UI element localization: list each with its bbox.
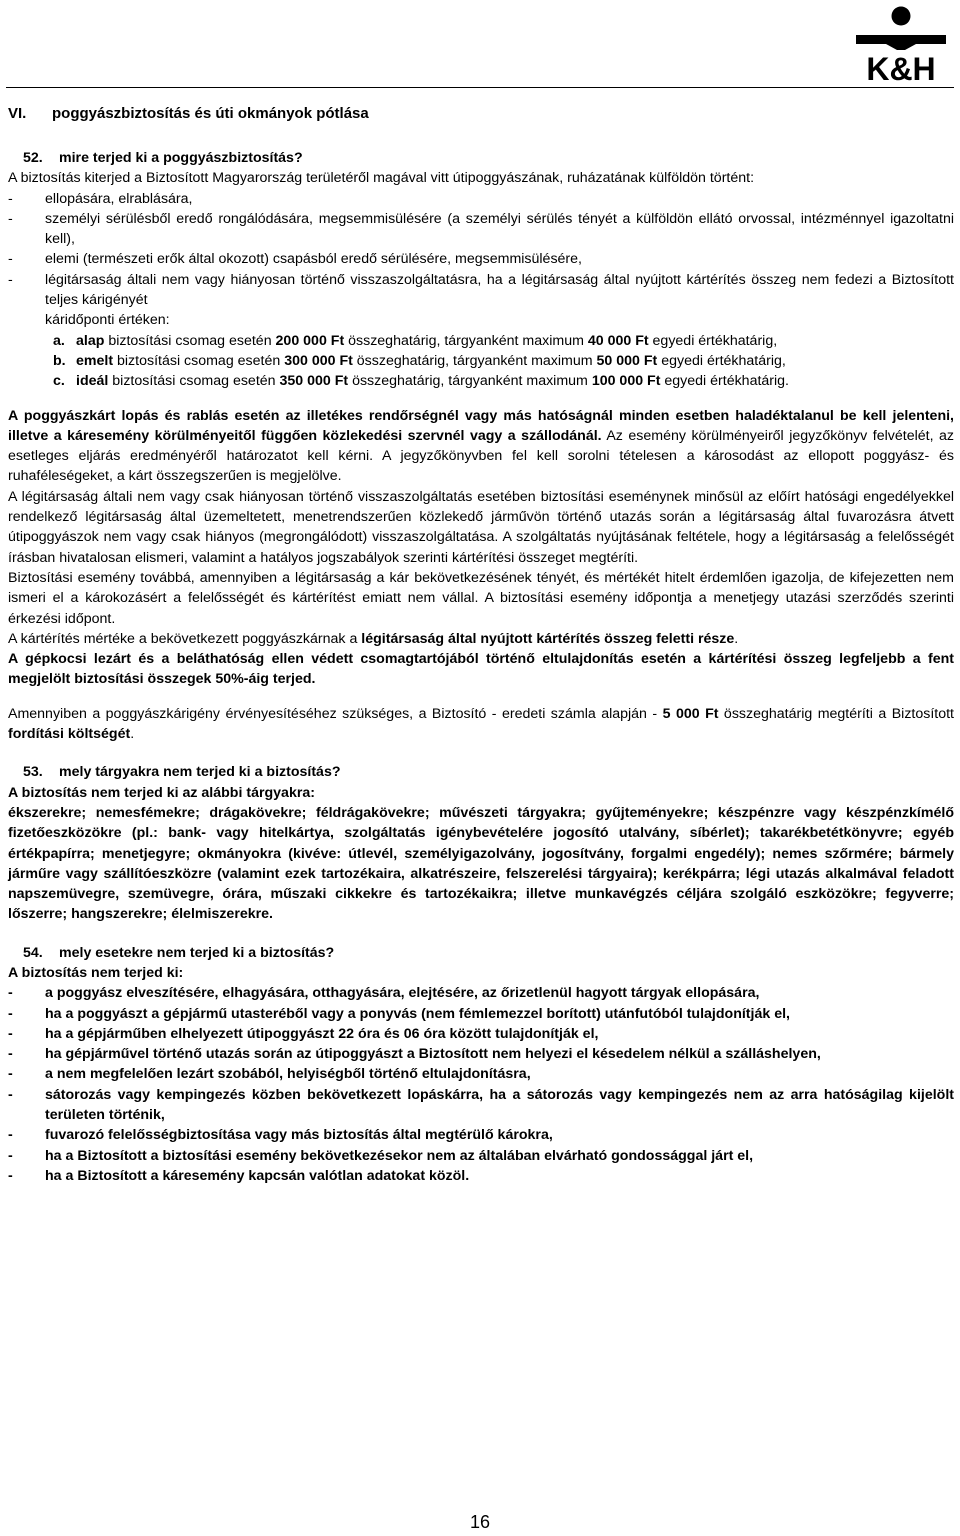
q54-title: mely esetekre nem terjed ki a biztosítás? [59, 944, 335, 961]
q53-heading [8, 762, 954, 782]
q53-number: 53. [23, 764, 43, 781]
q52-paragraph-airline: A légitársaság általi nem vagy csak hiányosan történő visszaszolgáltatás esetében biztosítási eseménynek minősül az előírt hatósági engedélyekkel rendelkező légitársaság által üzemeltetett, menetrendszerűen közlekedő járművön történő utazás során a légitársaság által fuvarozásra átvett útipoggyászok nem vagy csak hiányos (megrongálódott) visszaszolgáltatása. A szolgáltatás nyújtásának feltétele, hogy a légitársaság a felelősségét írásban hivatalosan elismeri, valamint a hatályos jogszabályok szerinti kártérítési összeget megtéríti. [8, 488, 954, 566]
q53-title: mely tárgyakra nem terjed ki a biztosítás? [59, 764, 341, 781]
q52-paragraph-report: A poggyászkárt lopás és rablás esetén az illetékes rendőrségnél vagy más hatóságnál minden esetben haladéktalanul be kell jelenteni, illetve a káresemény körülményeitől függően közlekedési szervnél vagy a szállodánál. Az esemény körülményeiről jegyzőkönyv felvételét, az esetleges eljárás eredményéről határozatot kell kérni. A jegyzőkönyvben fel kell sorolni tételesen a károsodást az ellopott poggyász- és ruhaféleségeket, a kárt összegszerűen is megjelölve. [8, 407, 954, 485]
q53-body: ékszerekre; nemesfémekre; drágakövekre; féldrágakövekre; művészeti tárgyakra; gyűjteményekre; készpénzre vagy készpénzkímélő fizetőeszközökre (pl.: bank- vagy hitelkártya, szolgáltatás igénybevételére jogosító utalvány, síbérlet); takarékbetétkönyvre; egyéb értékpapírra; menetjegyre; okmányokra (kivéve: útlevél, személyigazolvány, jogosítvány, forgalmi engedély); nemes szőrmére; bármely járműre vagy szállítóeszközre (valamint ezek tartozékaira, alkatrészeire, felszerelési tárgyaira); kerékpárra; légi utazás alkalmával feladott napszemüvegre, szemüvegre, órára, műszaki cikkekre és tartozékaikra; illetve munkavégzés céljára szolgáló eszközökre; fegyverre; lőszerre; hangszerekre; élelmiszerekre. [8, 804, 954, 923]
q54-list-item: - a nem megfelelően lezárt szobából, helyiségből történő eltulajdonításra, [8, 1066, 531, 1083]
q52-list-item: - személyi sérülésből eredő rongálódására, megsemmisülésére (a személyi sérülés tényét a külföldön ellátó orvossal, intézménnyel igazoltatni kell), [8, 210, 954, 248]
logo-head [892, 7, 911, 26]
logo-bar [856, 35, 946, 50]
q52-paragraph-translation: Amennyiben a poggyászkárigény érvényesítéséhez szükséges, a Biztosító - eredeti számla alapján - 5 000 Ft összeghatárig megtéríti a Biztosított fordítási költségét. [8, 705, 954, 743]
q52-heading [8, 148, 954, 168]
q54-list-item: - ha a poggyászt a gépjármű utasteréből vagy a ponyvás (nem fémlemezzel borított) utánfutóból tulajdonítják el, [8, 1005, 790, 1022]
header-rule [6, 87, 954, 88]
section-number: VI. [8, 105, 27, 122]
q52-title: mire terjed ki a poggyászbiztosítás? [59, 150, 303, 166]
q52-intro: A biztosítás kiterjed a Biztosított Magyarország területéről magával vitt útipoggyászának, ruházatának külföldön történt: [8, 170, 755, 187]
q52-paragraph-compensation: A kártérítés mértéke a bekövetkezett poggyászkárnak a légitársaság által nyújtott kártérítés összeg feletti része. [8, 630, 739, 647]
page-number: 16 [469, 1512, 491, 1532]
q54-list-item: - ha gépjárművel történő utazás során az útipoggyászt a Biztosított nem helyezi el késedelem nélkül a szálláshelyen, [8, 1046, 821, 1063]
q54-heading [8, 943, 954, 963]
q52-list-item: - légitársaság általi nem vagy hiányosan történő visszaszolgáltatásra, ha a légitársaság által nyújtott kártérítés összeg nem fedezi a Biztosított teljes kárigényét [8, 271, 954, 309]
q52-paragraph-car: A gépkocsi lezárt és a beláthatóság ellen védett csomagtartójából történő eltulajdonítás esetén a kártérítési összeg legfeljebb a fent megjelölt biztosítási összegek 50%-áig terjed. [8, 651, 954, 688]
q54-list-item: - sátorozás vagy kempingezés közben bekövetkezett lopáskárra, ha a sátorozás vagy kempingezés nem az arra hatóságilag kijelölt területen történik, [8, 1086, 954, 1124]
package-item: a. alap biztosítási csomag esetén 200 000 Ft összeghatárig, tárgyanként maximum 40 000 Ft egyedi értékhatárig, [53, 332, 778, 349]
kh-logo [850, 4, 952, 82]
q52-paragraph-event: Biztosítási esemény továbbá, amennyiben a légitársaság a kár bekövetkezésének tényét, és mértékét hitelt érdemlően igazolja, de kifejezetten nem ismeri el a károkozásért a felelősségét és kártérítést emiatt nem vállal. A biztosítási esemény időpontja a menetjegy utazási szerződés szerinti érkezési időpont. [8, 569, 954, 627]
document-body [8, 148, 954, 1186]
q52-list-item: - elemi (természeti erők által okozott) csapásból eredő sérülésére, megsemmisülésére, [8, 251, 582, 268]
section-heading [8, 104, 369, 124]
q52-kar-label: káridőponti értéken: [45, 312, 170, 329]
q52-number: 52. [23, 150, 43, 166]
q54-list-item: - fuvarozó felelősségbiztosítása vagy más biztosítás által megtérülő károkra, [8, 1127, 553, 1144]
logo-text: K&H [866, 51, 936, 82]
q54-number: 54. [23, 944, 43, 961]
q54-list-item: - ha a Biztosított a káresemény kapcsán valótlan adatokat közöl. [8, 1167, 470, 1184]
q54-list-item: - ha a Biztosított a biztosítási esemény bekövetkezésekor nem az általában elvárható gondossággal járt el, [8, 1147, 754, 1164]
package-item: c. ideál biztosítási csomag esetén 350 000 Ft összeghatárig, tárgyanként maximum 100 000 Ft egyedi értékhatárig. [53, 373, 790, 390]
q54-lead: A biztosítás nem terjed ki: [8, 964, 184, 981]
q52-list-item: - ellopására, elrablására, [8, 190, 193, 207]
kh-logo-graphic [850, 4, 952, 82]
q54-list-item: - ha a gépjárműben elhelyezett útipoggyászt 22 óra és 06 óra között tulajdonítják el, [8, 1025, 599, 1042]
section-title: poggyászbiztosítás és úti okmányok pótlása [52, 105, 369, 122]
package-item: b. emelt biztosítási csomag esetén 300 000 Ft összeghatárig, tárgyanként maximum 50 000 Ft egyedi értékhatárig, [53, 352, 786, 369]
q54-list-item: - a poggyász elveszítésére, elhagyására, otthagyására, elejtésére, az őrizetlenül hagyott tárgyak ellopására, [8, 985, 760, 1002]
q53-lead: A biztosítás nem terjed ki az alábbi tárgyakra: [8, 784, 315, 801]
